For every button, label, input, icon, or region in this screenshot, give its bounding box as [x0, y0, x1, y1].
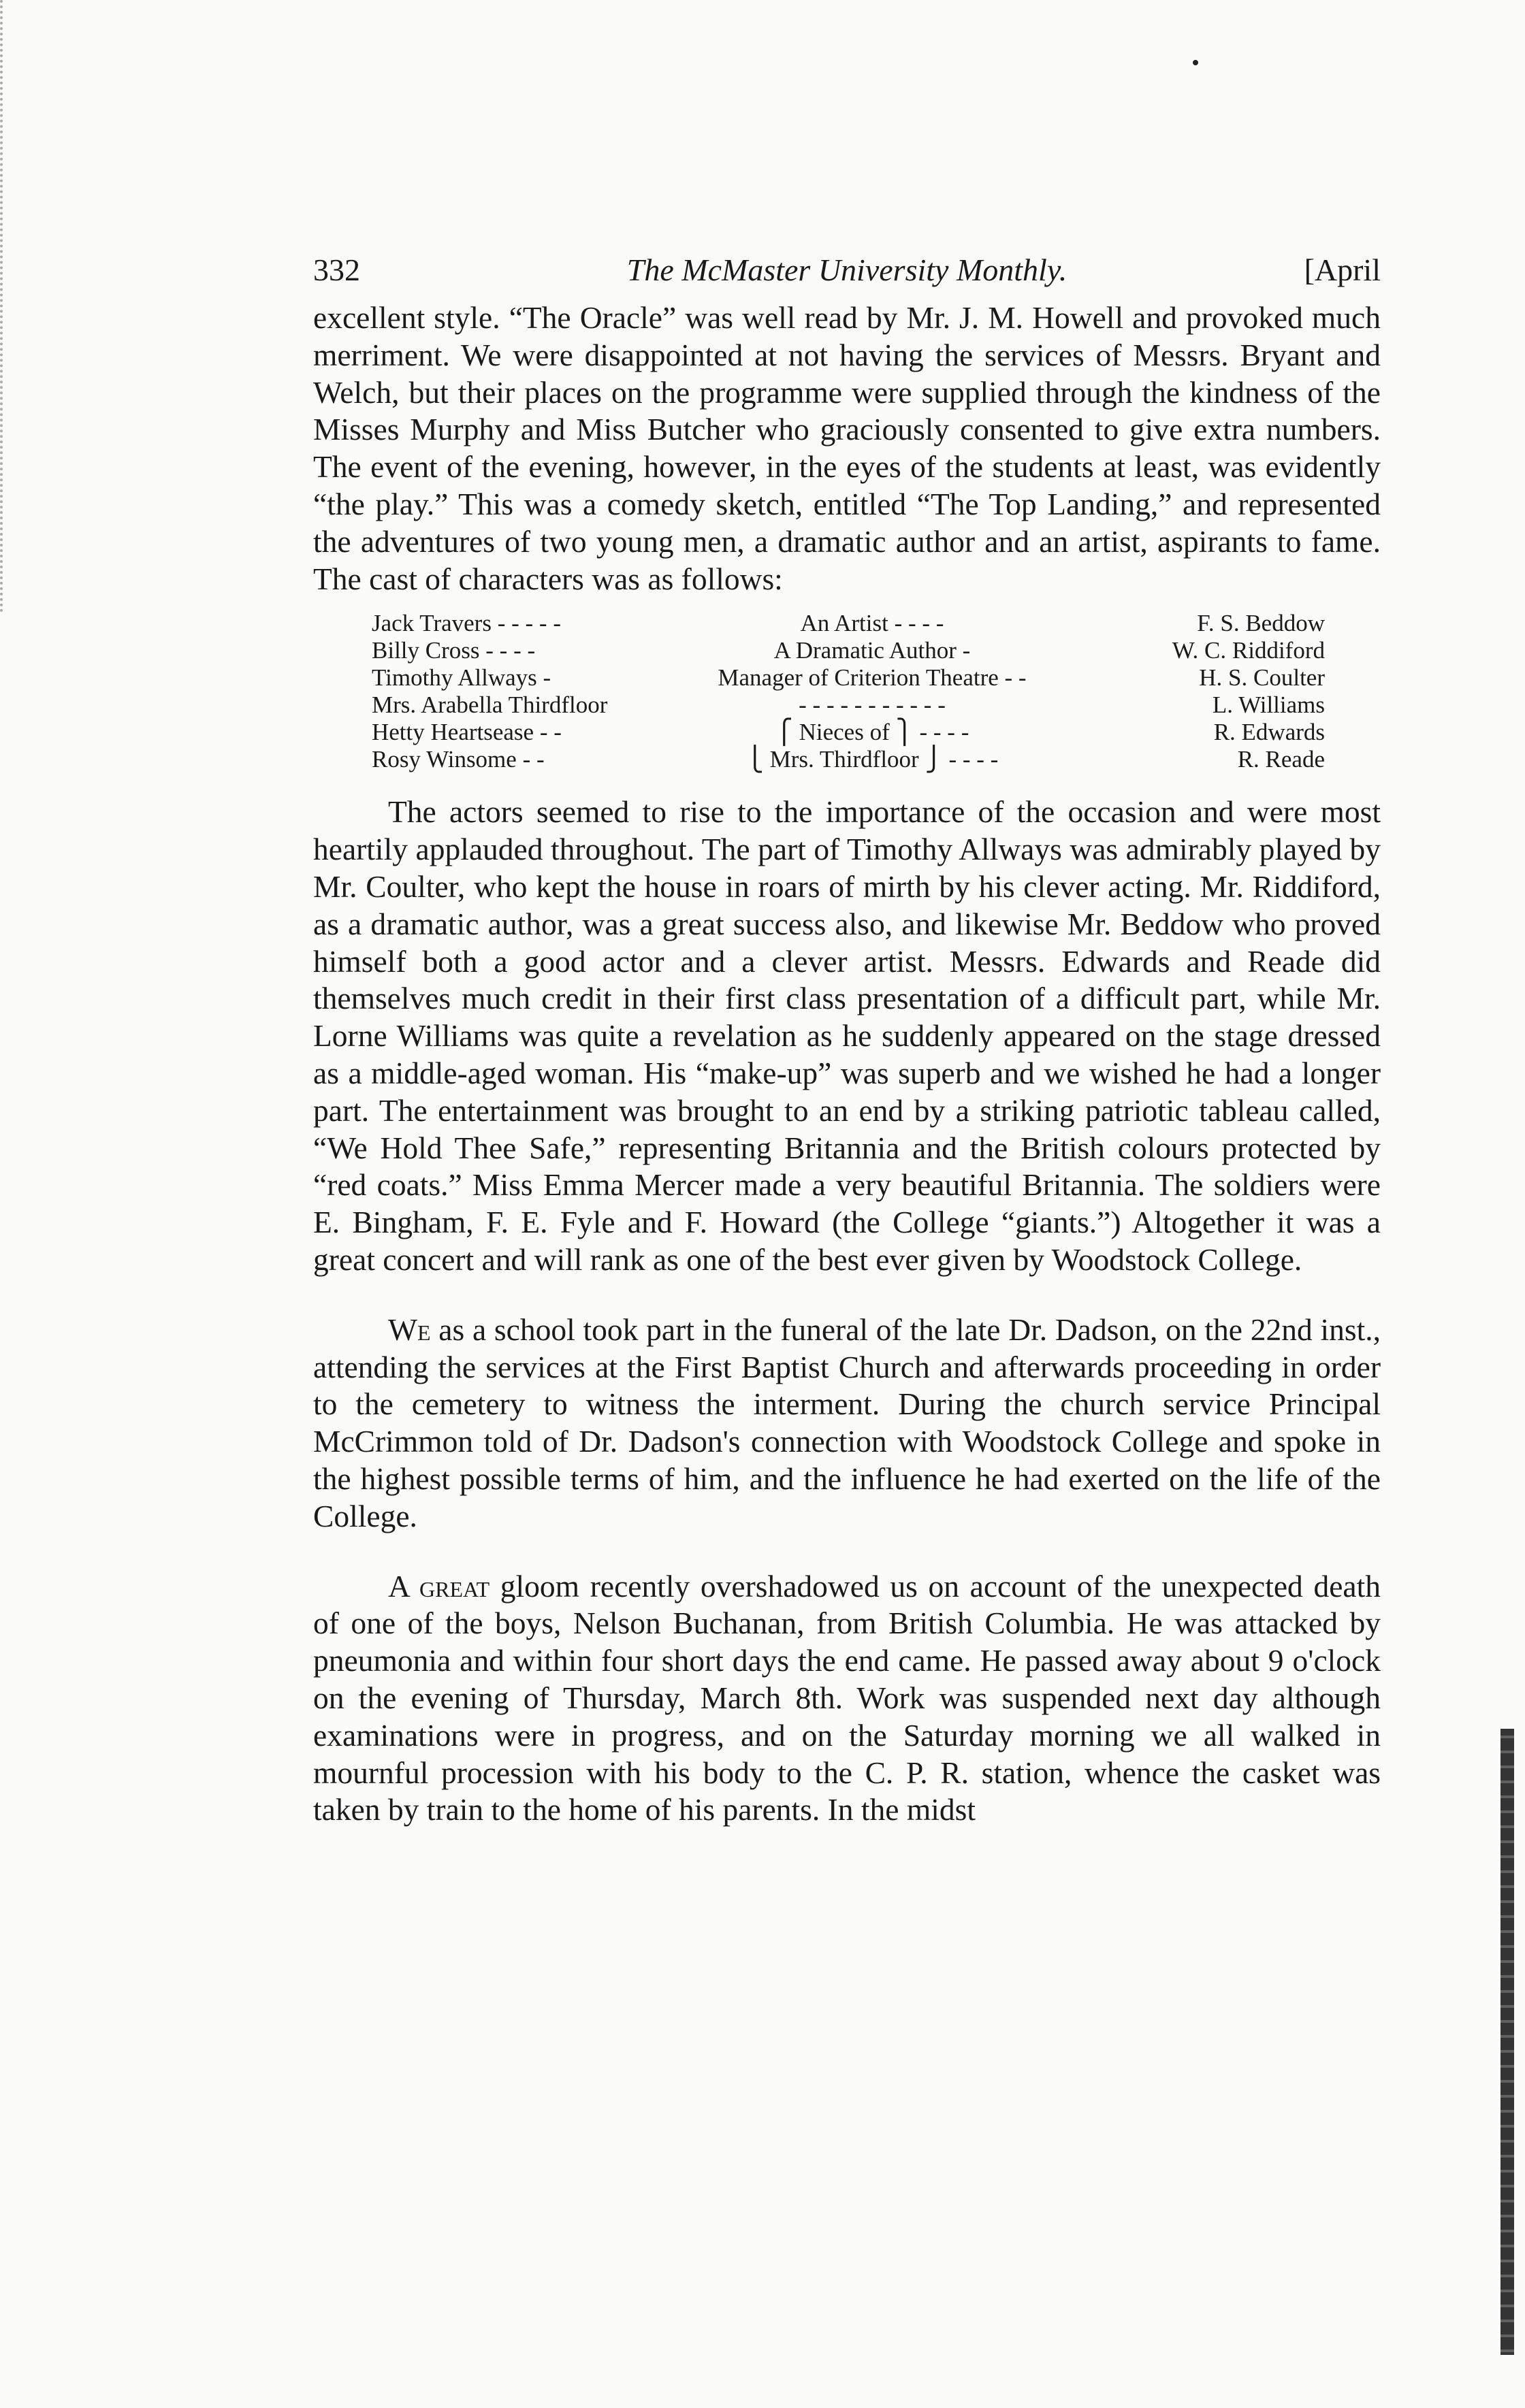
cast-row [372, 637, 1325, 664]
cast-character-name: Rosy Winsome - - [372, 746, 545, 773]
page-content [313, 252, 1381, 1829]
cast-character-name: Hetty Heartsease - - [372, 719, 562, 746]
running-header [313, 252, 1381, 299]
section-gap [313, 1535, 1381, 1568]
cast-role: ⎧ Nieces of ⎫ - - - - [775, 719, 969, 746]
paragraph-concert-report: excellent style. “The Oracle” was well read by Mr. J. M. Howell and provoked much merriment. We were disappointed at not having the services of Messrs. Bryant and Welch, but their places on the programme were supplied through the kindness of the Misses Murphy and Miss Butcher who graciously consented to give extra numbers. The event of the evening, however, in the eyes of the students at least, was evidently “the play.” This was a comedy sketch, entitled “The Top Landing,” and represented the adventures of two young men, a dramatic author and an artist, aspirants to fame. The cast of characters was as follows: [313, 300, 1381, 596]
issue-month: [April [1304, 253, 1381, 287]
cast-role: Manager of Criterion Theatre - - [718, 664, 1027, 692]
paragraph-bereavement [313, 1568, 1381, 1829]
page-number: 332 [313, 253, 360, 287]
lead-word: A great [388, 1568, 490, 1604]
cast-character-name: Jack Travers - - - - - [372, 610, 561, 637]
cast-row [372, 610, 1325, 637]
cast-row [372, 719, 1325, 746]
cast-row [372, 746, 1325, 773]
cast-character-name: Billy Cross - - - - [372, 637, 536, 664]
cast-actor: L. Williams [1212, 692, 1325, 719]
cast-role: ⎩ Mrs. Thirdfloor ⎭ - - - - [745, 746, 999, 773]
cast-actor: W. C. Riddiford [1172, 637, 1325, 664]
cast-role: An Artist - - - - [800, 610, 944, 637]
paragraph-text: gloom recently overshadowed us on account of the unexpected death of one of the boys, Nelson Buchanan, from British Columbia. He was attacked by pneumonia and within four short days the end came. He passed away about 9 o'clock on the evening of Thursday, March 8th. Work was suspended next day although examinations were in progress, and on the Saturday morning we all walked in mournful procession with his body to the C. P. R. station, whence the casket was taken by train to the home of his parents. In the midst [313, 1568, 1381, 1827]
paragraph-funeral [313, 1312, 1381, 1535]
cast-actor: R. Edwards [1213, 719, 1325, 746]
cast-role: - - - - - - - - - - - [799, 692, 946, 719]
lead-word: We [388, 1312, 431, 1347]
cast-role: A Dramatic Author - [773, 637, 971, 664]
cast-character-name: Mrs. Arabella Thirdfloor [372, 692, 608, 719]
cast-row [372, 692, 1325, 719]
left-edge-scan-marks [0, 0, 23, 613]
cast-actor: F. S. Beddow [1197, 610, 1325, 637]
cast-character-name: Timothy Allways - [372, 664, 551, 692]
cast-row [372, 664, 1325, 692]
paragraph-actors: The actors seemed to rise to the importance of the occasion and were most heartily applauded throughout. The part of Timothy Allways was admirably played by Mr. Coulter, who kept the house in roars of mirth by his clever acting. Mr. Riddiford, as a dramatic author, was a great success also, and likewise Mr. Beddow who proved himself both a good actor and a clever artist. Messrs. Edwards and Reade did themselves much credit in their first class presentation of a difficult part, while Mr. Lorne Williams was quite a revelation as he suddenly appeared on the stage dressed as a middle-aged woman. His “make-up” was superb and we wished he had a longer part. The entertainment was brought to an end by a striking patriotic tableau called, “We Hold Thee Safe,” representing Britannia and the British colours protected by “red coats.” Miss Emma Mercer made a very beautiful Britannia. The soldiers were E. Bingham, F. E. Fyle and F. Howard (the College “giants.”) Altogether it was a great concert and will rank as one of the best ever given by Woodstock College. [313, 794, 1381, 1277]
section-gap [313, 1279, 1381, 1312]
ink-speck [1193, 60, 1198, 65]
journal-title: The McMaster University Monthly. [626, 253, 1068, 287]
right-edge-scan-marks [1500, 1729, 1514, 2355]
cast-actor: H. S. Coulter [1199, 664, 1325, 692]
paragraph-text: as a school took part in the funeral of the late Dr. Dadson, on the 22nd inst., attending the services at the First Baptist Church and afterwards proceeding in order to the cemetery to witness the interment. During the church service Principal McCrimmon told of Dr. Dadson's connection with Woodstock College and spoke in the highest possible terms of him, and the influence he had exerted on the life of the College. [313, 1312, 1381, 1533]
cast-of-characters [372, 610, 1325, 773]
cast-actor: R. Reade [1237, 746, 1325, 773]
